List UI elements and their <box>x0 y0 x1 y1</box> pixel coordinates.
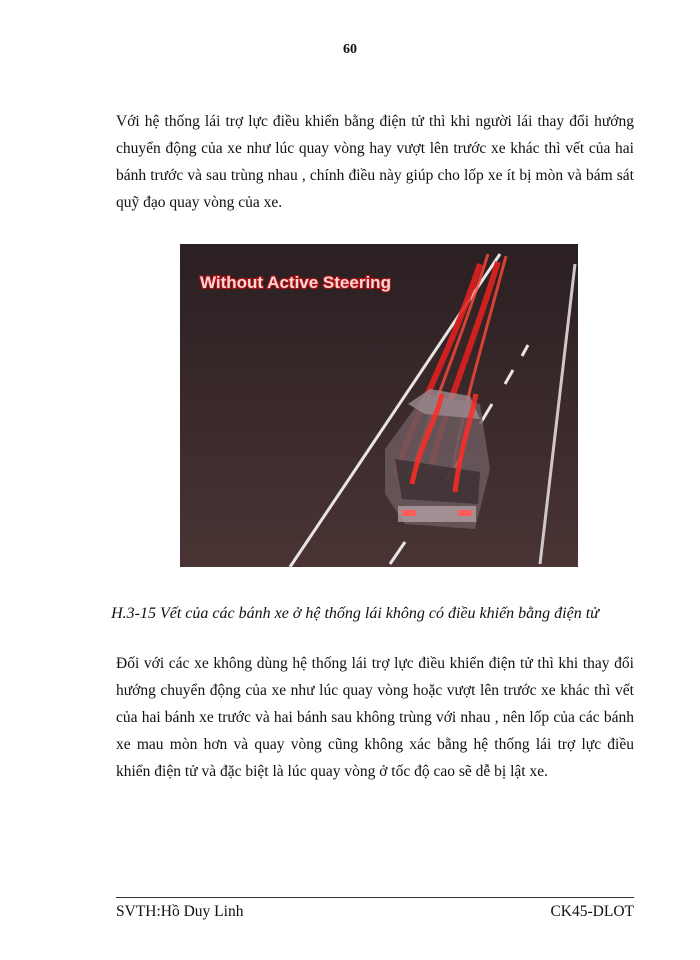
figure-overlay-title: Without Active Steering <box>200 273 391 292</box>
figure-image <box>180 244 578 567</box>
paragraph-1: Với hệ thống lái trợ lực điều khiển bằng điện tử thì khi người lái thay đổi hướng chuyển động của xe như lúc quay vòng hay vượt lên trước xe khác thì vết của hai bánh trước và sau trùng nhau , chính điều này giúp cho lốp xe ít bị mòn và bám sát quỹ đạo quay vòng của xe. <box>116 113 634 211</box>
road-illustration <box>180 244 578 567</box>
page-number: 60 <box>343 42 357 57</box>
figure-caption: H.3-15 Vết của các bánh xe ở hệ thống lái không có điều khiển bằng điện tử <box>111 605 599 622</box>
footer-divider <box>116 897 634 898</box>
footer-author: SVTH:Hồ Duy Linh <box>116 903 244 920</box>
paragraph-2: Đối với các xe không dùng hệ thống lái trợ lực điều khiển điện tử thì khi thay đổi hướng chuyển động của xe như lúc quay vòng hoặc vượt lên trước xe khác thì vết của hai bánh xe trước và hai bánh sau không trùng với nhau , nên lốp của các bánh xe mau mòn hơn và quay vòng cũng không xác bằng hệ thống lái trợ lực điều khiển điện tử và đặc biệt là lúc quay vòng ở tốc độ cao sẽ dễ bị lật xe. <box>116 655 634 780</box>
footer-class-code: CK45-DLOT <box>550 903 634 920</box>
